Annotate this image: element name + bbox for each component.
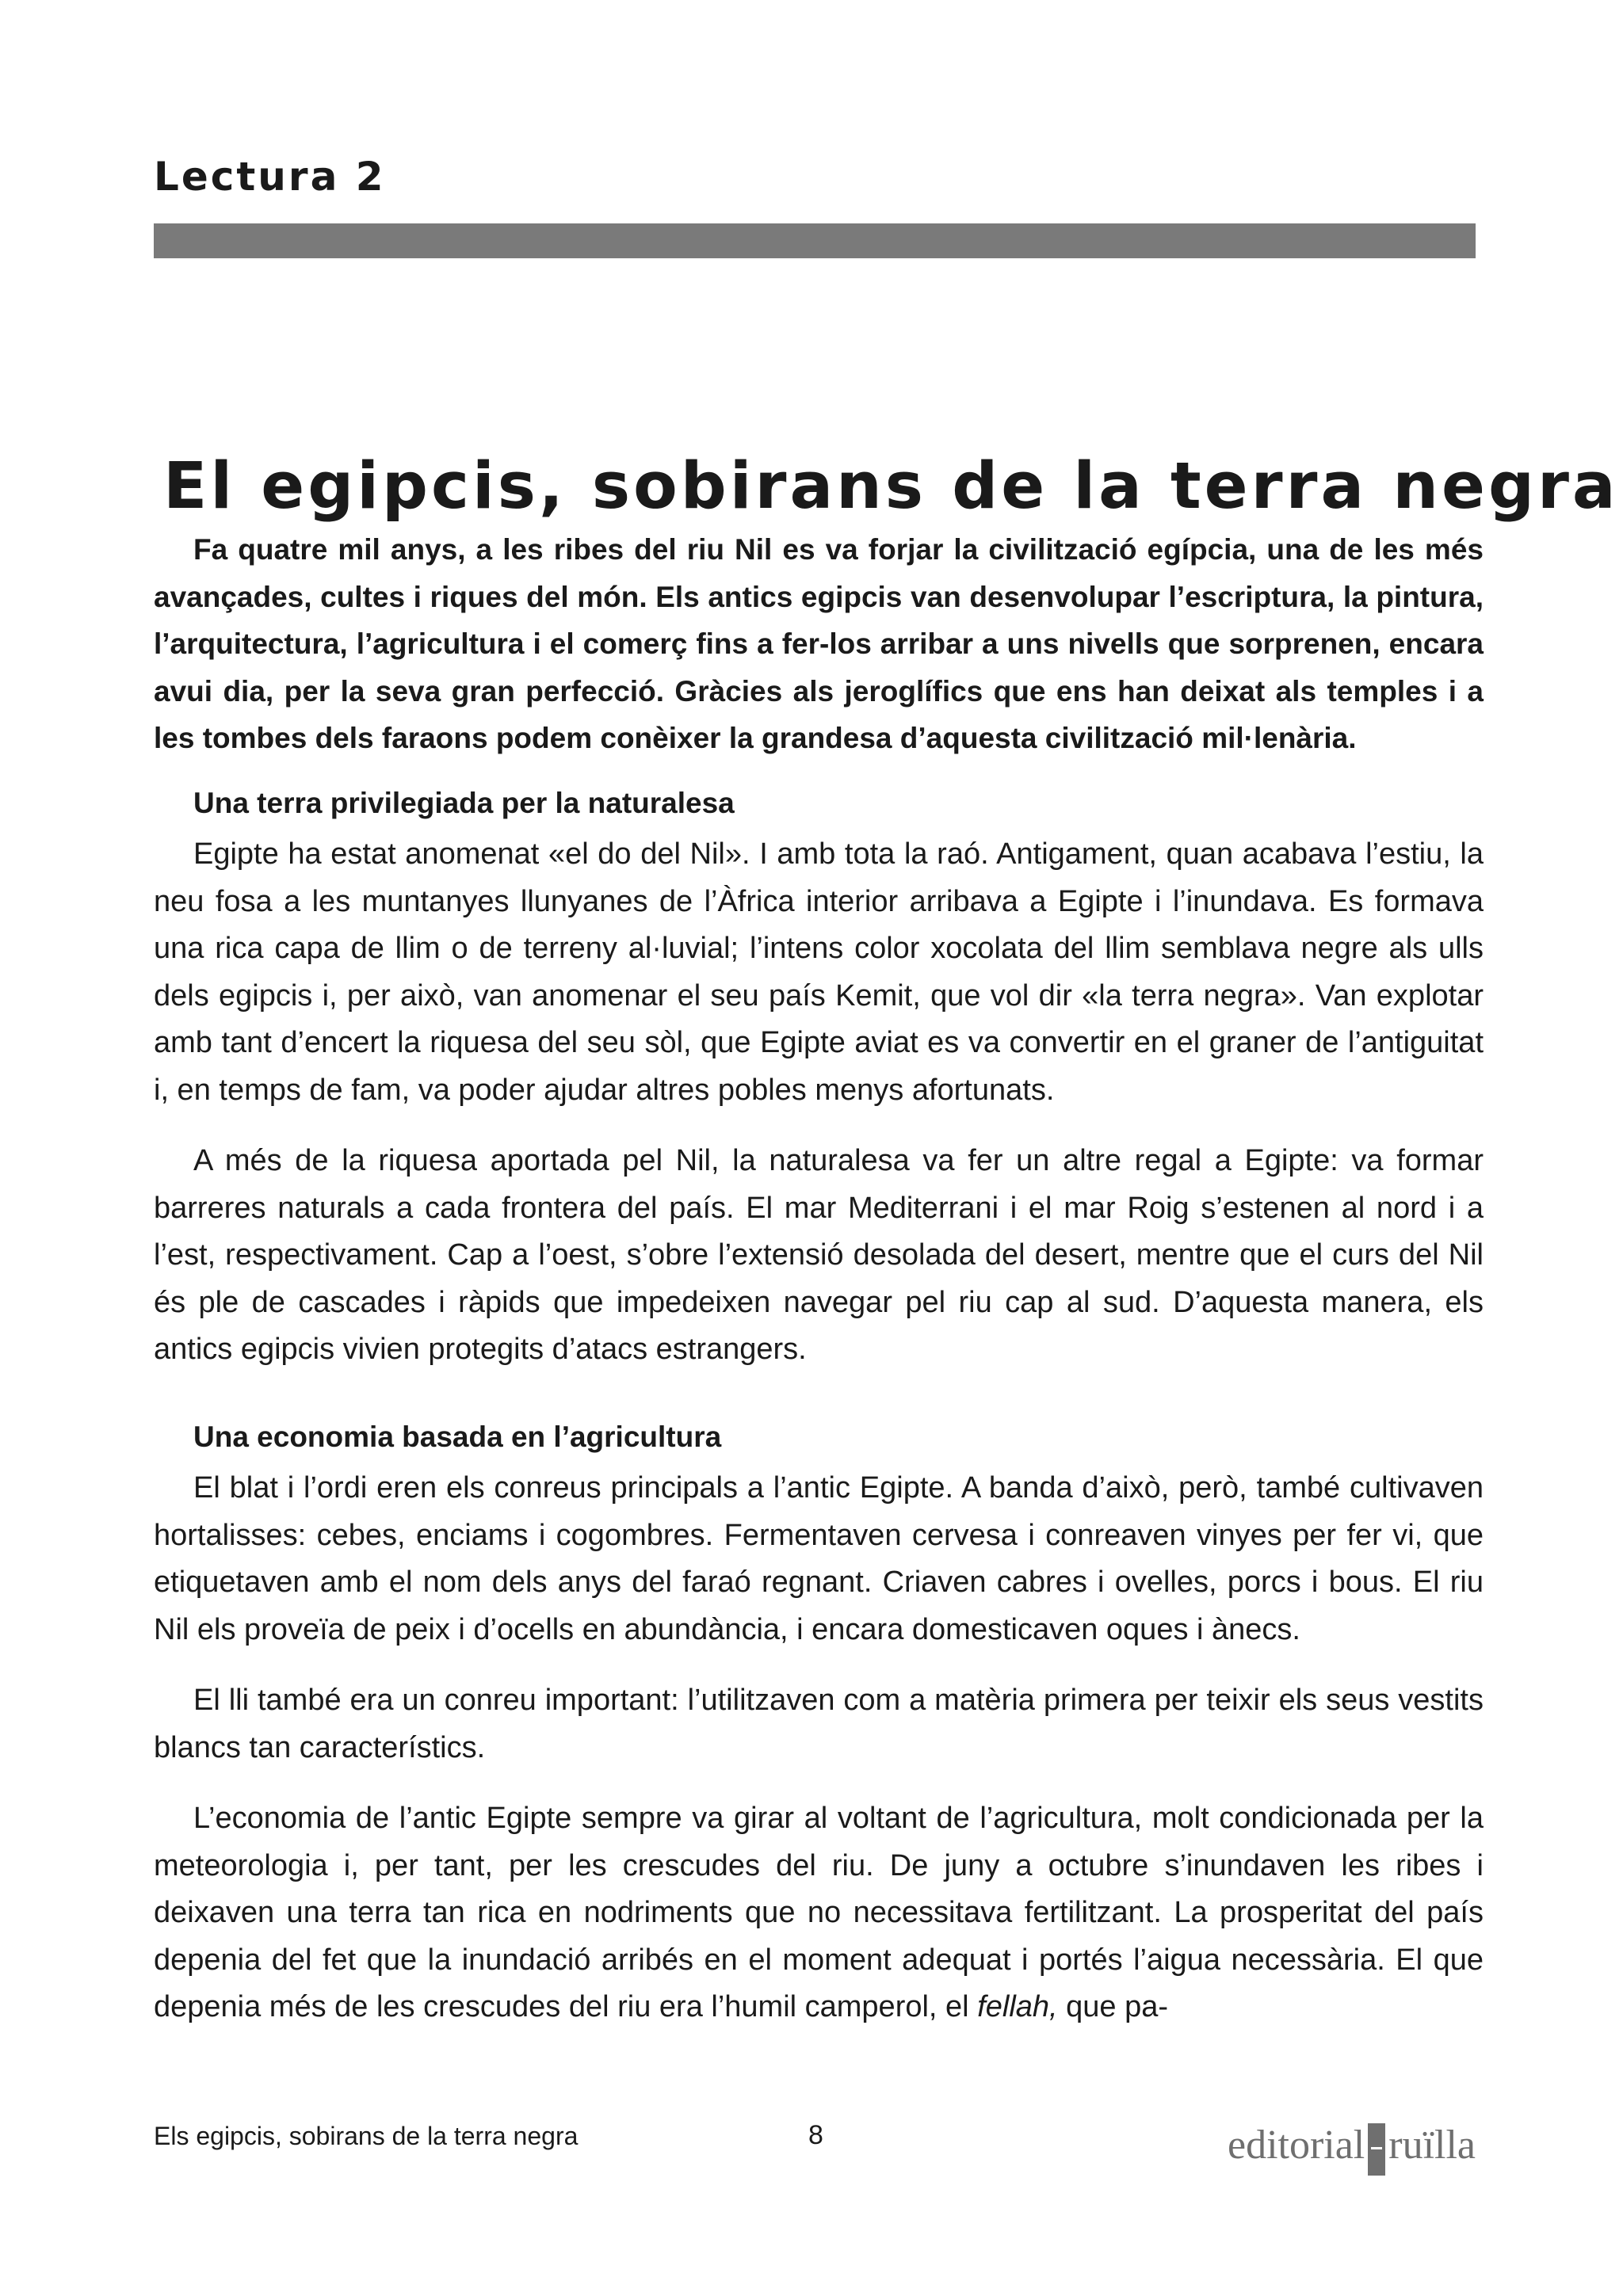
paragraph-2-2: El lli també era un conreu important: l’utilitzaven com a matèria primera per teixir els seus vestits blancs tan característics. [154,1684,1484,1764]
paragraph-1-1: Egipte ha estat anomenat «el do del Nil». I amb tota la raó. Antigament, quan acabava l’estiu, la neu fosa a les muntanyes llunyanes de l’Àfrica interior arribava a Egipte i l’inundava. Es formava una rica capa de llim o de terreny al·luvial; l’intens color xocolata del llim semblava negre als ulls dels egipcis i, per això, van anomenar el seu país Kemit, que vol dir «la terra negra». Van explotar amb tant d’encert la riquesa del seu sòl, que Egipte aviat es va convertir en el graner de l’antiguitat i, en temps de fam, va poder ajudar altres pobles menys afortunats. [154,837,1484,1107]
section-label: Lectura 2 [154,154,386,200]
page-number: 8 [808,2120,823,2150]
section-heading-1: Una terra privilegiada per la naturalesa [193,786,735,819]
publisher-mark-icon [1368,2123,1385,2176]
paragraph-2-3 [154,1795,1484,2031]
publisher-name-part1: editorial [1227,2122,1365,2168]
footer-running-title: Els egipcis, sobirans de la terra negra [154,2122,579,2150]
page-title: El egipcis, sobirans de la terra negra [163,449,1619,524]
paragraph-2-3-end: que pa- [1057,1990,1169,2023]
article-body [154,526,1484,2031]
paragraph-2-3-text: L’economia de l’antic Egipte sempre va girar al voltant de l’agricultura, molt condicionada per la meteorologia i, per tant, per les crescudes del riu. De juny a octubre s’inundaven les ribes i deixaven una terra tan rica en nodriments que no necessitava fertilitzant. La prosperitat del país depenia del fet que la inundació arribés en el moment adequat i portés l’aigua necessària. El que depenia més de les crescudes del riu era l’humil camperol, el [154,1802,1484,2023]
publisher-logo [1228,2114,1476,2166]
publisher-name-part2: ruïlla [1388,2122,1476,2168]
section-heading-2: Una economia basada en l’agricultura [193,1420,722,1453]
paragraph-2-1: El blat i l’ordi eren els conreus principals a l’antic Egipte. A banda d’això, però, també cultivaven hortalisses: cebes, enciams i cogombres. Fermentaven cervesa i conreaven vinyes per fer vi, que etiquetaven amb el nom dels anys del faraó regnant. Criaven cabres i ovelles, porcs i bous. El riu Nil els proveïa de peix i d’ocells en abundància, i encara domesticaven oques i ànecs. [154,1471,1484,1646]
intro-paragraph: Fa quatre mil anys, a les ribes del riu Nil es va forjar la civilització egípcia, una de les més avançades, cultes i riques del món. Els antics egipcis van desenvolupar l’escriptura, la pintura, l’arquitectura, l’agricultura i el comerç fins a fer-los arribar a uns nivells que sorprenen, encara avui dia, per la seva gran perfecció. Gràcies als jeroglífics que ens han deixat als temples i a les tombes dels faraons podem conèixer la grandesa d’aquesta civilització mil·lenària. [154,533,1484,754]
fellah-term: fellah, [977,1990,1058,2023]
paragraph-1-2: A més de la riquesa aportada pel Nil, la naturalesa va fer un altre regal a Egipte: va formar barreres naturals a cada frontera del país. El mar Mediterrani i el mar Roig s’estenen al nord i a l’est, respectivament. Cap a l’oest, s’obre l’extensió desolada del desert, mentre que el curs del Nil és ple de cascades i ràpids que impedeixen navegar pel riu cap al sud. D’aquesta manera, els antics egipcis vivien protegits d’atacs estrangers. [154,1144,1484,1366]
section-divider-bar [154,223,1476,258]
